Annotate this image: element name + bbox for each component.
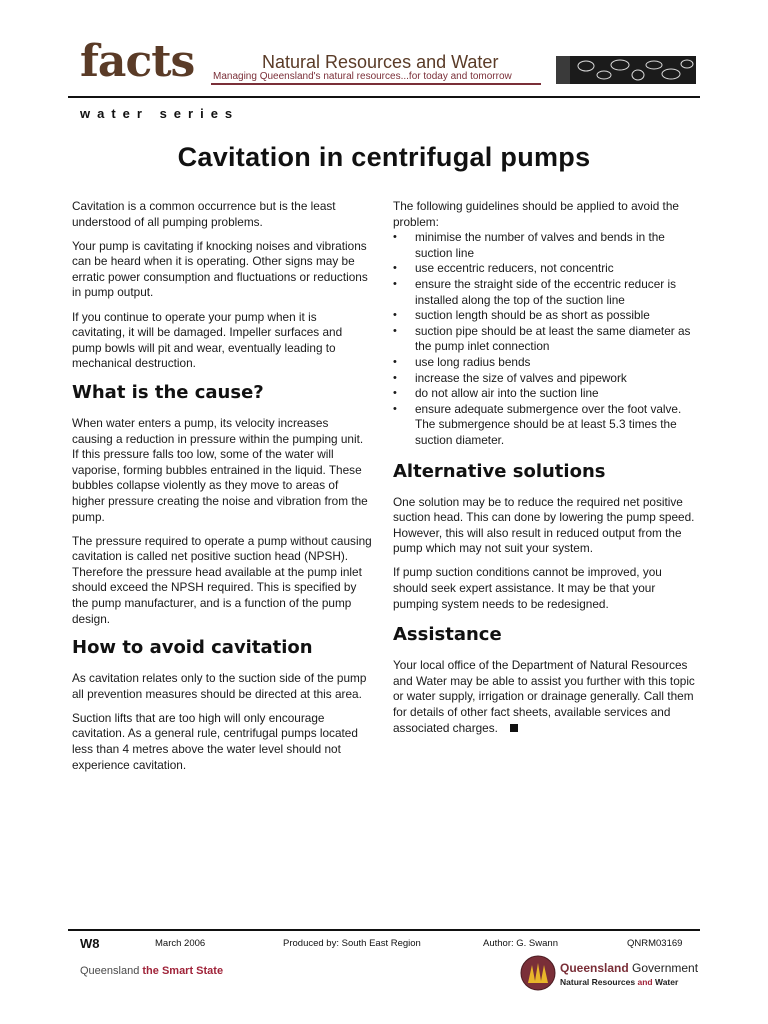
produced-by: Produced by: South East Region (283, 938, 421, 949)
assistance-text: Your local office of the Department of Natural Resources and Water may be able to assist you further with this topic or water supply, irrigation or drainage generally. Call them for details of other fact sheets, available services and associated charges. (393, 658, 695, 735)
list-item: • increase the size of valves and pipework (393, 371, 698, 387)
paragraph: Suction lifts that are too high will only encourage cavitation. As a general rule, centrifugal pumps located less than 4 metres above the water level should not experience cavitation. (72, 710, 358, 772)
organisation-tagline: Managing Queensland's natural resources...for today and tomorrow (213, 71, 512, 82)
left-column (72, 199, 372, 782)
list-item: • use eccentric reducers, not concentric (393, 261, 698, 277)
list-item: • suction pipe should be at least the same diameter as the pump inlet connection (393, 324, 698, 355)
end-of-article-mark (510, 724, 518, 732)
smart-state-prefix: Queensland (80, 965, 140, 977)
smart-state-logo (80, 965, 223, 977)
paragraph: If you continue to operate your pump when it is cavitating, it will be damaged. Impeller surfaces and pump bowls will pit and wear, eventually leading to mechanical destruction. (72, 309, 343, 371)
queensland-government-name (560, 961, 698, 975)
gov-dept-and: and (637, 977, 653, 987)
gov-dept-water: Water (655, 977, 679, 987)
paragraph: Cavitation is a common occurrence but is the least understood of all pumping problems. (72, 199, 336, 229)
pebble-banner-image (556, 56, 696, 84)
author: Author: G. Swann (483, 938, 558, 949)
paragraph: If pump suction conditions cannot be improved, you should seek expert assistance. It may be that your pumping system needs to be redesigned. (393, 565, 662, 611)
series-label: water series (80, 106, 240, 121)
paragraph: As cavitation relates only to the suction side of the pump all prevention measures should be directed at this area. (72, 671, 367, 701)
page-title: Cavitation in centrifugal pumps (177, 142, 591, 172)
section-heading-avoid: How to avoid cavitation (72, 637, 313, 659)
queensland-government-emblem-icon (520, 955, 556, 991)
fact-sheet-code: W8 (80, 936, 100, 951)
list-item: • minimise the number of valves and bends in the suction line (393, 230, 698, 261)
gov-name-queensland: Queensland (560, 961, 629, 975)
list-item: • do not allow air into the suction line (393, 386, 698, 402)
header-divider (68, 96, 700, 98)
reference-number: QNRM03169 (627, 938, 683, 949)
section-heading-cause: What is the cause? (72, 381, 264, 403)
gov-dept-natural: Natural Resources (560, 977, 636, 987)
paragraph: One solution may be to reduce the required net positive suction head. This can done by lowering the pump speed. However, this will also result in reduced output from the pump which may not suit your system. (393, 494, 695, 556)
list-item: • ensure adequate submergence over the foot valve. The submergence should be at least 5.3 times the suction diameter. (393, 402, 698, 449)
paragraph: The pressure required to operate a pump without causing cavitation is called net positive suction head (NPSH). Therefore the pressure head available at the pump inlet should exceed the NPSH required. This is specified by the pump manufacturer, and is a function of the pump design. (72, 533, 372, 626)
paragraph: The following guidelines should be applied to avoid the problem: (393, 199, 679, 229)
logo-underline (211, 83, 541, 85)
government-department (560, 977, 678, 987)
right-column (393, 199, 698, 745)
facts-logo: facts (80, 36, 195, 87)
guidelines-list (393, 230, 698, 448)
organisation-name: Natural Resources and Water (262, 52, 499, 72)
footer-divider (68, 929, 700, 931)
publication-date: March 2006 (155, 938, 206, 949)
list-item: • suction length should be as short as possible (393, 308, 698, 324)
list-item: • ensure the straight side of the eccentric reducer is installed along the top of the suction line (393, 277, 698, 308)
gov-name-government: Government (632, 961, 699, 975)
paragraph: When water enters a pump, its velocity increases causing a reduction in pressure within the pumping unit. If this pressure falls too low, some of the water will vaporise, forming bubbles entrained in the liquid. These bubbles collapse violently as they move to areas of higher pressure creating the noise and vibration from the pump. (72, 415, 368, 524)
section-heading-assistance: Assistance (393, 624, 502, 646)
paragraph: Your pump is cavitating if knocking noises and vibrations can be heard when it is operating. Other signs may be erratic power consumption and fluctuations or reductions in pump output. (72, 238, 368, 300)
paragraph (393, 658, 698, 736)
list-item: • use long radius bends (393, 355, 698, 371)
section-heading-alternatives: Alternative solutions (393, 460, 606, 482)
smart-state-slogan: the Smart State (142, 965, 224, 977)
